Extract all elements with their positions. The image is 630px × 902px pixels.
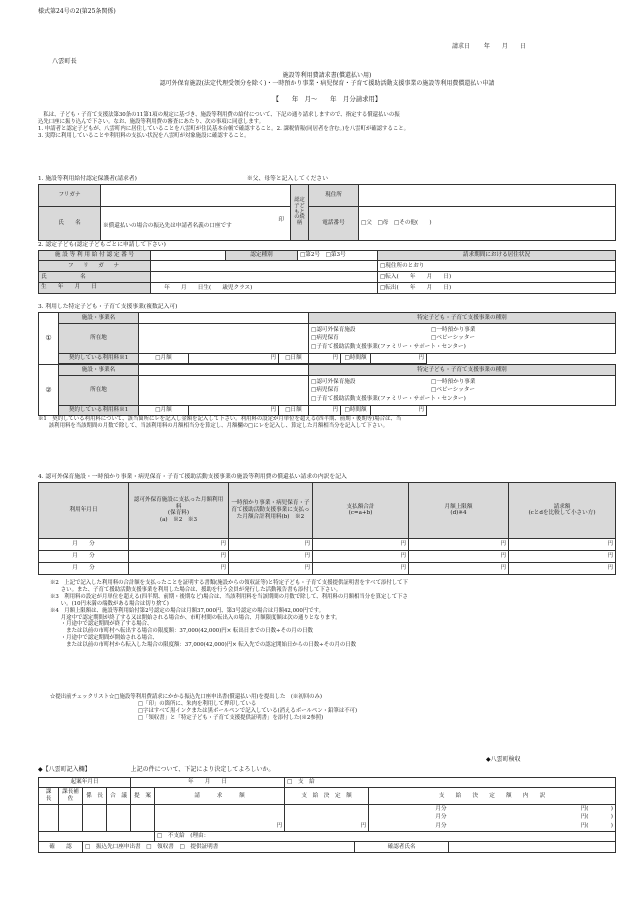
type-heading-2: 特定子ども・子育て支援事業の種別: [309, 364, 616, 375]
cert-number-field[interactable]: [151, 250, 226, 260]
child-table: [38, 250, 616, 294]
checklist-item[interactable]: □「印」の箇所に、朱肉を利用して押印している: [138, 700, 257, 707]
service-row-1-number: ①: [39, 312, 59, 364]
child-birth-label: 生 年 月 日: [41, 283, 97, 290]
checklist-item[interactable]: □字はすべて黒インクまたは黒ボールペンで記入している(消えるボールペン・鉛筆は不可): [138, 707, 358, 714]
form-subtitle: 認可外保育施設(法定代理受領分を除く)・一時預かり事業・病児保育・子育て援助活動支援事業の施設等利用費償還払い申請: [159, 80, 495, 87]
unit-label-2: 契約している利用料※1: [59, 405, 139, 415]
service-row-2-number: ②: [39, 364, 59, 416]
section-4-heading: 4. 認可外保育施設・一時預かり事業・病児保育・子育て援助活動支援事業の施設等利用費の償還払い請求の内訳を記入: [38, 474, 347, 480]
cert-number-label: 施 設 等 利 用 給 付 認 定 番 号: [39, 250, 151, 260]
col-unlicensed-fee: 認可外保育施設に支払った月額利用料 (保育料) (a) ※2 ※3: [129, 482, 229, 538]
section-2-heading: 2. 認定子ども(認定子どもごとに申請して下さい): [38, 242, 166, 248]
office-text: 上記の件について、下記により決定してよろしいか。: [130, 766, 275, 773]
phone-label: 電話番号: [309, 206, 359, 240]
residence-option-movein[interactable]: □転入( 年 月 日): [378, 271, 616, 282]
location-field-2[interactable]: [139, 375, 309, 405]
draft-date-label: 起案年月日: [39, 778, 131, 788]
no-pay-option[interactable]: □ 不支給 (理由：: [155, 832, 616, 842]
checklist-lead[interactable]: ☆提出前チェックリスト☆□施設等利用費請求にかかる振込先口座申出書(償還払い用)を提出した (※初回のみ): [50, 694, 322, 700]
footnotes: ※2 上記で記入した利用料の合計額を支払ったことを証明する書類(施設からの領収証等)と特定子ども・子育て支援提供証明書をすべて添付して下 さい。また、子育て援助活動支援事業を利用した場合は、援助を行う会員が発行した活動報告書も添付して下さい。 ※3 利用料の設定が月単位を超える(四半期、前期・後期など)場合は、当該利用料を当該期間の月数で除して、利用料の月額相当分を算定して下さ い。(10円未満の端数がある場合は切り捨て) ※4 月額上限額は、施設等利用給付第2号認定の場合は月額37,000円、第3号認定の場合は月額42,000円です。 月途中で認定期間が終了する又は開始される場合か、市町村間の転出入の場合、月額限度額は次の通りとなります。 ・月途中で認定期間が終了する場合、 または以前の市町村へ転出する場合の限度額：37,000(42,000)円× 転出日までの日数÷その月の日数 ・月途中で認定期間が開始される場合、 または以前の市町村から転入した場合の限度額：37,000(42,000)円× 転入先での認定開始日からの日数÷その月の日数: [50, 580, 408, 649]
form-number: 様式第24号の2(第25条関係): [38, 8, 116, 15]
address-label: 現住所: [309, 184, 359, 206]
unit-label-1: 契約している利用料※1: [59, 353, 139, 363]
name-label: 氏 名: [39, 206, 101, 240]
intro-text: 私は、子ども・子育て支援法第30条の11第1項の規定に基づき、施設等利用費の給付について、下記の通り請求しますので、指定する償還払いの振 込先口座に振り込んで下さい。なお、施設等利用費の審査にあたり、次の事項に同意します。 1. 申請者と認定子どもが、八雲町内に居住していることを八雲町が住民基本台帳で確認すること。2. 課税情報(同居者を含む。)を八雲町が確認すること。 3. 実際に利用していることや利用料の支払い状況を八雲町が対象施設に確認すること。: [38, 112, 410, 139]
table-row: 月 分 円 円 円 円 円: [39, 550, 616, 562]
unit-day-1[interactable]: □日額: [279, 353, 309, 363]
residence-option-current[interactable]: □現住所のとおり: [378, 260, 616, 271]
relation-label: 認定子どもとの続柄: [291, 184, 309, 240]
office-title: ◆【八雲町記入欄】: [38, 766, 91, 773]
address-field[interactable]: [359, 184, 616, 206]
unit-hour-1[interactable]: □時間額: [341, 353, 371, 363]
facility-field-2[interactable]: [139, 364, 309, 375]
checklist: [50, 694, 618, 722]
col-total-paid: 支払額合計 (c=a+b): [313, 482, 409, 538]
confirm-items[interactable]: □ 振込先口座申出書 □ 領収書 □ 提供証明書: [83, 842, 355, 853]
office-section: [38, 766, 616, 853]
draft-date-field[interactable]: 年 月 日: [131, 778, 285, 788]
claim-amount-label: 請 求 額: [155, 788, 285, 804]
type-options-1[interactable]: □認可外保育施設 □一時預かり事業 □病児保育 □ベビーシッター □子育て援助活動支援事業(ファミリー・サポート・センター): [309, 323, 616, 353]
unit-month-2[interactable]: □月額: [139, 405, 189, 415]
breakdown-label: 支 給 決 定 額 内 訳: [369, 788, 616, 804]
name-note: ※償還払いの場合の振込先は申請者名義の口座です: [103, 223, 232, 230]
type-options-2[interactable]: □認可外保育施設 □一時預かり事業 □病児保育 □ベビーシッター □子育て援助活動支援事業(ファミリー・サポート・センター): [309, 375, 616, 405]
section-4: [38, 468, 616, 575]
table-row: 月 分 円 円 円 円 円: [39, 562, 616, 574]
inspection-mark: ◆八雲町検収: [486, 756, 521, 763]
unit-day-2[interactable]: □日額: [279, 405, 309, 415]
cert-type-options[interactable]: □第2号 □第3号: [298, 250, 378, 260]
service-table: ① 施設・事業名 特定子ども・子育て支援事業の種別 所在地 □認可外保育施設 □一時預かり事業 □病児保育 □ベビーシッター □子育て援助活動支援事業(ファミリー・サポート・センター) 契約している利用料※1 □月額 円 □日額 円 □時間額 円 ② 施設・事業名 特定子ども・子育て支援事業の種別 所在地 □認可外保育施設 □一時預かり事業 □病児保育 □ベビーシッター □子育て援助活動支援事業(ファミリー・サポート・センター) 契約している利用料※1 □月額 円 □日額 円 □時間額 円: [38, 312, 616, 417]
claim-period: 【 年 月～ 年 月分請求用】: [272, 95, 382, 103]
section-3: [38, 298, 616, 430]
child-furigana-field[interactable]: [151, 260, 378, 271]
claim-date: 請求日 年 月 日: [452, 43, 526, 50]
guardian-table: [38, 184, 616, 241]
section-3-note: ※1 契約している利用料について、該当箇所にレを記入し金額を記入して下さい。利用料の設定が月単位を超える(四半期、前期・後期等)場合は、当 該利用料を当該期間の月数で除して、当該利用料の月額相当分を算定し、月額欄の□にレを記入し、算定した月額相当分を記入して下さい。: [38, 416, 402, 430]
cert-type-label: 認定種別: [226, 250, 298, 260]
section-1-note: ※父、母等と記入してください: [246, 176, 329, 182]
confirm-label: 確 認: [39, 842, 83, 853]
col-claim-amount: 請求額 (cとdを比較して小さい方): [509, 482, 616, 538]
col-usage-month: 利用年月日: [39, 482, 129, 538]
breakdown-table: [38, 482, 616, 575]
location-field-1[interactable]: [139, 323, 309, 353]
col-other-fee: 一時預かり事業・病児保育・子育て援助活動支援事業に支払った月額合計利用料(b) ※2: [229, 482, 313, 538]
office-table: 起案年月日 年 月 日 □ 支 給 課 長 課長補佐 係 長 合 議 提 案 請 求 額 支 給 決 定 額 支 給 決 定 額 内 訳 円 円 月分 円( ) 月分 円( ) 月分 円( ) □ 不支給 (理由： 確 認 □ 振込先口座申出書 □ 領収書 □ 提供証明書 確認者氏名: [38, 777, 616, 853]
child-furigana-label: フ リ ガ ナ: [39, 260, 151, 271]
relation-options[interactable]: □父 □母 □その他( ): [359, 206, 616, 240]
type-heading-1: 特定子ども・子育て支援事業の種別: [309, 312, 616, 323]
decided-amount-field[interactable]: 円: [285, 804, 369, 831]
addressee: 八雲町長: [52, 58, 77, 65]
section-3-heading: 3. 利用した特定子ども・子育て支援事業(複数記入可): [38, 304, 178, 310]
facility-label-2: 施設・事業名: [59, 364, 139, 375]
confirmer-label: 確認者氏名: [355, 842, 449, 853]
col-monthly-cap: 月額上限額 (d)※4: [409, 482, 509, 538]
claim-amount-field[interactable]: 円: [155, 804, 285, 831]
unit-month-1[interactable]: □月額: [139, 353, 189, 363]
form-title: 施設等利用費請求書(償還払い用): [282, 72, 372, 79]
decided-amount-label: 支 給 決 定 額: [285, 788, 369, 804]
unit-hour-2[interactable]: □時間額: [341, 405, 371, 415]
facility-field-1[interactable]: [139, 312, 309, 323]
facility-label-1: 施設・事業名: [59, 312, 139, 323]
pay-option[interactable]: □ 支 給: [285, 778, 616, 788]
child-birth-field[interactable]: 年 月 日生( 歳児クラス): [151, 282, 378, 293]
checklist-item[interactable]: □「領収書」と「特定子ども・子育て支援提供証明書」を添付した(※2参照): [138, 714, 324, 721]
section-1: [38, 170, 616, 241]
residence-label: 請求期間における居住状況: [378, 250, 616, 260]
child-name-field[interactable]: [151, 271, 378, 282]
guardian-furigana-field[interactable]: [101, 184, 291, 206]
child-name-label: 氏 名: [39, 273, 150, 283]
seal-mark: 印: [278, 216, 284, 223]
table-row: 月 分 円 円 円 円 円: [39, 538, 616, 550]
section-2: [38, 236, 616, 294]
residence-option-moveout[interactable]: □転出( 年 月 日): [378, 282, 616, 293]
location-label-2: 所在地: [59, 375, 139, 405]
confirmer-field[interactable]: [449, 842, 616, 853]
furigana-label: フリガナ: [39, 184, 101, 206]
location-label-1: 所在地: [59, 323, 139, 353]
section-1-heading: 1. 施設等利用給付認定保護者(請求者): [38, 176, 137, 182]
